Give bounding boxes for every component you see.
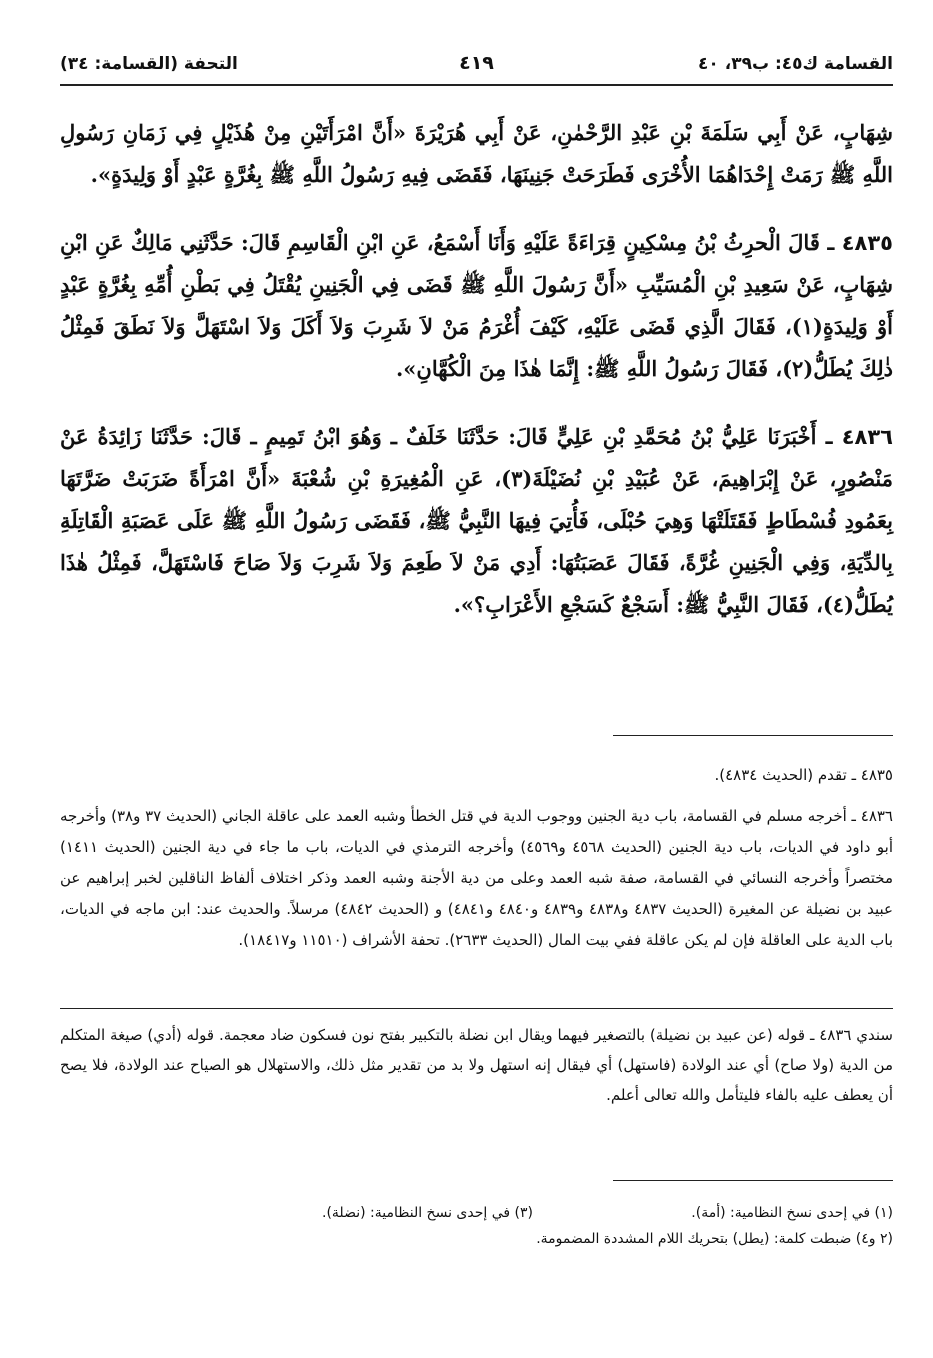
paragraph-text: أَخْبَرَنَا عَلِيُّ بْنُ مُحَمَّدِ بْنِ عَلِيٍّ قَالَ: حَدَّثَنَا خَلَفٌ ـ وَهُوَ ابْنُ تَمِيمٍ ـ قَالَ: حَدَّثَنَا زَائِدَةُ عَنْ مَنْصُورٍ، عَنْ إِبْرَاهِيمَ، عَنْ عُبَيْدِ بْنِ نُضَيْلَةَ(٣)، عَنِ الْمُغِيرَةِ بْنِ شُعْبَةَ «أَنَّ امْرَأَةً ضَرَبَتْ ضَرَّتَهَا بِعَمُودِ فُسْطَاطٍ فَقَتَلَتْهَا وَهِيَ حُبْلَى، فَأُتِيَ فِيهَا النَّبِيُّ ﷺ، فَقَضَى رَسُولُ اللَّهِ ﷺ عَلَى عَصَبَةِ الْقَاتِلَةِ بِالدِّيَةِ، وَفِي الْجَنِينِ غُرَّةً، فَقَالَ عَصَبَتُهَا: أَدِي مَنْ لاَ طَعِمَ وَلاَ شَرِبَ وَلاَ صَاحَ فَاسْتَهَلَّ، فَمِثْلُ هٰذَا يُطَلُّ(٤)، فَقَالَ النَّبِيُّ ﷺ: أَسَجْعٌ كَسَجْعِ الأَعْرَابِ؟».	[60, 424, 894, 617]
footnote-1: (١) في إحدى نسخ النظامية: (أمة).	[691, 1205, 893, 1221]
note-4835: ٤٨٣٥ ـ تقدم (الحديث ٤٨٣٤).	[714, 766, 893, 784]
sindi-commentary: سندي ٤٨٣٦ ـ قوله (عن عبيد بن نضيلة) بالتصغير فيهما ويقال ابن نضلة بالتكبير بفتح نون فسكون ضاد معجمة. قوله (أدي) صيغة المتكلم من الدية (ولا صاح) أي عند الولادة (فاستهل) أي فيقال إنه استهل ولا بد من تقدير مثل ذلك، والاستهلال هو الصياح عند الولادة، فلا يصح أن يعطف عليه بالفاء فليتأمل والله تعالى أعلم.	[60, 1026, 893, 1104]
footnotes-divider	[613, 1180, 893, 1181]
paragraph-continuation	[60, 112, 893, 196]
hadith-4836	[60, 416, 893, 626]
footnote-2-4: (٢ و٤) ضبطت كلمة: (يطل) بتحريك اللام المشددة المضمومة.	[536, 1231, 893, 1247]
hadith-number: ٤٨٣٦ ـ	[825, 425, 893, 449]
page-header	[60, 48, 893, 86]
footnotes	[60, 1200, 893, 1252]
hadith-4835	[60, 222, 893, 390]
hadith-number: ٤٨٣٥ ـ	[827, 231, 893, 255]
paragraph-text: قَالَ الْحرِثُ بْنُ مِسْكِينٍ قِرَاءَةً عَلَيْهِ وَأَنَا أَسْمَعُ، عَنِ ابْنِ الْقَاسِمِ قَالَ: حَدَّثَنِي مَالِكٌ عَنِ ابْنِ شِهَابٍ، عَنْ سَعِيدِ بْنِ الْمُسَيِّبِ «أَنَّ رَسُولَ اللَّهِ ﷺ قَضَى فِي الْجَنِينِ يُقْتَلُ فِي بَطْنِ أُمِّهِ بِغُرَّةٍ عَبْدٍ أَوْ وَلِيدَةٍ(١)، فَقَالَ الَّذِي قَضَى عَلَيْهِ، كَيْفَ أُغْرَمُ مَنْ لاَ شَرِبَ وَلاَ أَكَلَ وَلاَ اسْتَهَلَّ وَلاَ نَطَقَ فَمِثْلُ ذٰلِكَ يُطَلُّ(٢)، فَقَالَ رَسُولُ اللَّهِ ﷺ: إِنَّمَا هٰذَا مِنَ الْكُهَّانِ».	[60, 230, 894, 381]
paragraph-text: شِهَابٍ، عَنْ أَبِي سَلَمَةَ بْنِ عَبْدِ الرَّحْمٰنِ، عَنْ أَبِي هُرَيْرَةَ «أَنَّ امْرَأَتَيْنِ مِنْ هُذَيْلٍ فِي زَمَانِ رَسُولِ اللَّهِ ﷺ رَمَتْ إِحْدَاهُمَا الأُخْرَى فَطَرَحَتْ جَنِينَهَا، فَقَضَى فِيهِ رَسُولُ اللَّهِ ﷺ بِغُرَّةٍ عَبْدٍ أَوْ وَلِيدَةٍ».	[60, 120, 893, 187]
takhrij-notes	[60, 760, 893, 966]
header-book-reference: القسامة ك٤٥: ب٣٩، ٤٠	[698, 54, 893, 74]
sindi-divider	[60, 1008, 893, 1009]
footnote-row	[60, 1200, 893, 1226]
note-4836: ٤٨٣٦ ـ أخرجه مسلم في القسامة، باب دية الجنين ووجوب الدية في قتل الخطأ وشبه العمد على عاقلة الجاني (الحديث ٣٧ و٣٨) وأخرجه أبو داود في الديات، باب دية الجنين (الحديث ٤٥٦٨ و٤٥٦٩) وأخرجه الترمذي في الديات، باب ما جاء في دية الجنين (الحديث ١٤١١) مختصراً وأخرجه النسائي في القسامة، صفة شبه العمد وعلى من دية الأجنة وشبه العمد وذكر اختلاف ألفاظ الناقلين لخبر إبراهيم عن عبيد بن نضيلة عن المغيرة (الحديث ٤٨٣٧ و٤٨٣٨ و٤٨٣٩ و٤٨٤٠ و٤٨٤١) و (الحديث ٤٨٤٢) مرسلاً. والحديث عند: ابن ماجه في الديات، باب الدية على العاقلة فإن لم يكن عاقلة ففي بيت المال (الحديث ٢٦٣٣). تحفة الأشراف (١١٥١٠ و١٨٤١٧).	[60, 807, 894, 949]
footnote-row	[60, 1226, 893, 1252]
main-text	[60, 112, 893, 652]
footnote-divider	[613, 735, 893, 736]
footnote-3: (٣) في إحدى نسخ النظامية: (نضلة).	[322, 1205, 533, 1221]
header-tuhfa-reference: التحفة (القسامة: ٣٤)	[60, 54, 238, 74]
page-number: ٤١٩	[459, 52, 494, 74]
